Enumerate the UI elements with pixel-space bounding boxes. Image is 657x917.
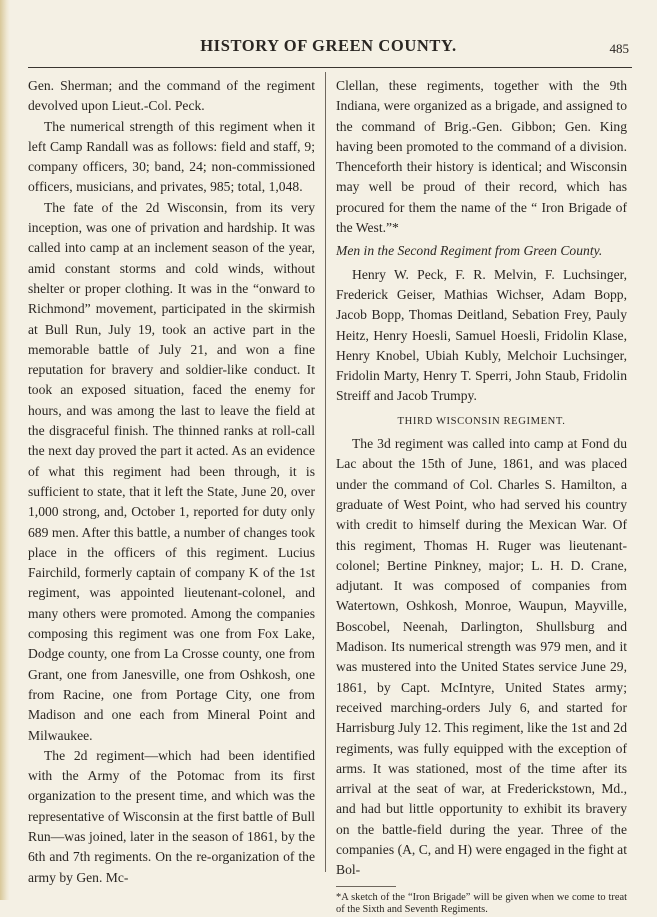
paragraph: Gen. Sherman; and the command of the regiment devolved upon Lieut.-Col. Peck. <box>28 78 315 114</box>
column-divider <box>325 72 326 872</box>
page-number: 485 <box>609 41 629 56</box>
subheading: Men in the Second Regiment from Green County. <box>336 243 603 259</box>
header-rule <box>28 67 632 68</box>
page-header <box>0 36 657 60</box>
paragraph: Clellan, these regiments, together with the 9th Indiana, were organized as a brigade, and assigned to the command of Brig.-Gen. Gibbon; Gen. King having been promoted to the command of a division. Thenceforth their history is identical; and Wisconsin may well be proud of their record, which has procured for them the name of the “ Iron Brigade of the West.”* <box>336 78 627 236</box>
paragraph: The fate of the 2d Wisconsin, from its very inception, was one of privation and hardship. It was called into camp at an inclement season of the year, amid constant storms and cold winds, without shelter or proper clothing. It was in the “onward to Richmond” movement, participated in the skirmish at Bull Run, July 19, took an active part in the memorable battle of July 21, and won a fine reputation for bravery and soldier-like conduct. It took an exposed situation, faced the enemy for hours, and was among the last to leave the field at the disgraceful finish. The thinned ranks at roll-call the next day proved the part it acted. As an evidence of what this regiment had been through, it is sufficient to state, that it left the State, June 20, over 1,000 strong, and, October 1, reported for duty only 689 men. After this battle, a number of changes took place in the officers of this regiment. Lucius Fairchild, formerly captain of company K of the 1st regiment, was appointed lieutenant-colonel, and many others were promoted. Among the companies composing this regiment was one from Fox Lake, Dodge county, one from La Crosse county, one from Grant, one from Janesville, one from Oshkosh, one from Racine, one from Portage City, one from Madison and one each from Mineral Point and Milwaukee. <box>28 199 315 743</box>
footnote-rule <box>336 886 396 887</box>
running-head: HISTORY OF GREEN COUNTY. <box>200 36 457 55</box>
left-column <box>28 76 315 888</box>
paragraph: The 3d regiment was called into camp at Fond du Lac about the 15th of June, 1861, and was placed under the command of Col. Charles S. Hamilton, a graduate of West Point, who had served his country with credit to himself during the Mexican War. Of this regiment, Thomas H. Ruger was lieutenant-colonel; Bertine Pinkney, major; L. H. D. Crane, adjutant. It was composed of companies from Watertown, Oshkosh, Monroe, Waupun, Mayville, Boscobel, Neenah, Darlington, Shullsburg and Madison. Its numerical strength was 979 men, and it was mustered into the United States service June 29, 1861, by Capt. McIntyre, United States army; received marching-orders July 6, and started for Harrisburg July 12. This regiment, like the 1st and 2d regiments, was fully equipped with the exception of arms. It was stationed, most of the time after its arrival at the seat of war, at Frederickstown, Md., and had but little opportunity to exhibit its bravery on the battle-field during the year. Three of the companies (A, C, and H) were engaged in the fight at Bol- <box>336 436 627 878</box>
names-list: Henry W. Peck, F. R. Melvin, F. Luchsinger, Frederick Geiser, Mathias Wichser, Adam Bopp, Jacob Bopp, Thomas Deitland, Sebation Frey, Pauly Heitz, Henry Hoesli, Samuel Hoesli, Fridolin Klase, Henry Knobel, Ubiah Kubly, Melchoir Luchsinger, Fridolin Marty, Henry T. Sperri, John Staub, Fridolin Streiff and Jacob Trumpy. <box>336 266 627 404</box>
page-edge <box>0 0 10 900</box>
section-title: THIRD WISCONSIN REGIMENT. <box>397 415 566 427</box>
right-column <box>336 76 627 917</box>
paragraph: The 2d regiment—which had been identified with the Army of the Potomac from its first organization to the present time, and which was the representative of Wisconsin at the first battle of Bull Run—was joined, later in the season of 1861, by the 6th and 7th regiments. On the re-organization of the army by Gen. Mc- <box>28 747 315 885</box>
paragraph: The numerical strength of this regiment when it left Camp Randall was as follows: field and staff, 9; company officers, 30; band, 24; non-commissioned officers, musicians, and privates, 985; total, 1,048. <box>28 118 315 195</box>
footnote: *A sketch of the “Iron Brigade” will be given when we come to treat of the Sixth and Seventh Regiments. <box>336 891 627 916</box>
